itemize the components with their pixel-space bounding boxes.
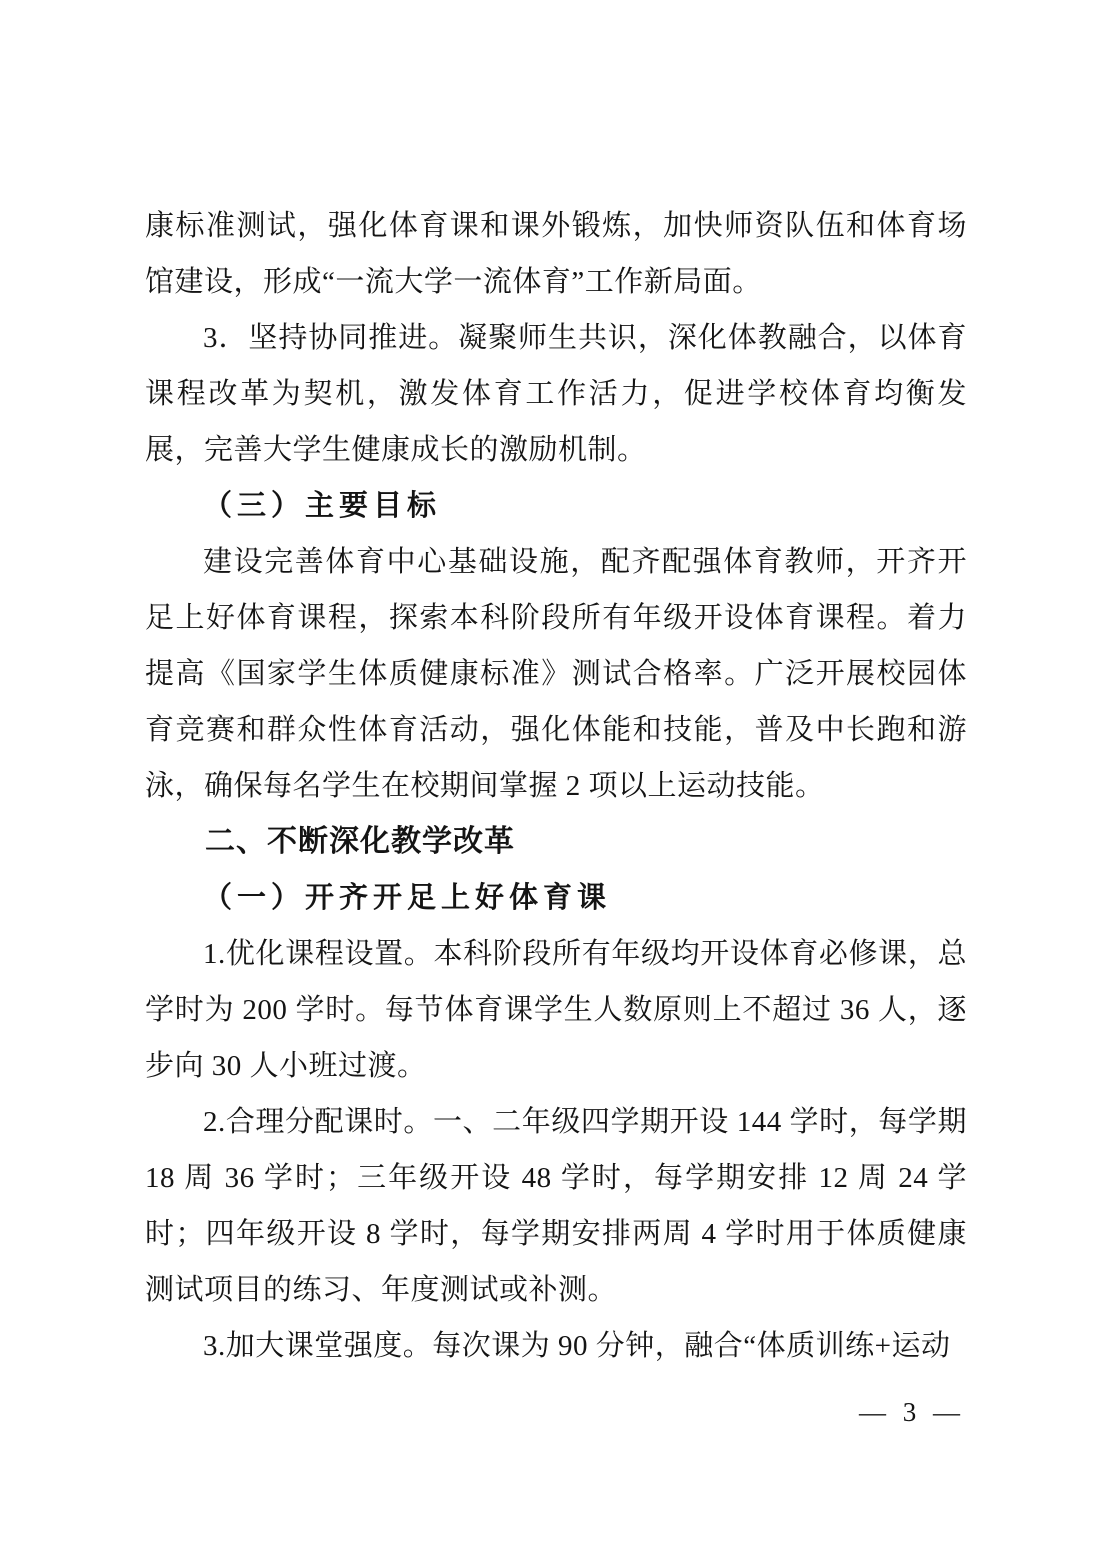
page-number: — 3 — (859, 1397, 965, 1427)
heading-part-2-deepen-teaching-reform: 二、不断深化教学改革 (205, 825, 515, 858)
paragraph-item-2-class-hour-allocation: 2.合理分配课时。一、二年级四学期开设 144 学时，每学期 18 周 36 学时；三年级开设 48 学时，每学期安排 12 周 24 学时；四年级开设 8 学时，每学期安排两周 4 学时用于体质健康测试项目的练习、年度测试或补测。 (145, 1106, 967, 1306)
heading-section-1-offer-full-pe-classes: （一）开齐开足上好体育课 (203, 882, 612, 914)
paragraph-continued-from-previous-page: 康标准测试，强化体育课和课外锻炼，加快师资队伍和体育场馆建设，形成“一流大学一流体育”工作新局面。 (145, 210, 967, 298)
paragraph-main-goals-body: 建设完善体育中心基础设施，配齐配强体育教师，开齐开足上好体育课程，探索本科阶段所有年级开设体育课程。着力提高《国家学生体质健康标准》测试合格率。广泛开展校园体育竞赛和群众性体育活动，强化体能和技能，普及中长跑和游泳，确保每名学生在校期间掌握 2 项以上运动技能。 (145, 546, 967, 802)
paragraph-item-1-curriculum-setup: 1.优化课程设置。本科阶段所有年级均开设体育必修课，总学时为 200 学时。每节体育课学生人数原则上不超过 36 人，逐步向 30 人小班过渡。 (145, 938, 967, 1082)
paragraph-item-3-coordinated-promotion: 3．坚持协同推进。凝聚师生共识，深化体教融合，以体育课程改革为契机，激发体育工作活力，促进学校体育均衡发展，完善大学生健康成长的激励机制。 (145, 322, 967, 466)
heading-section-3-main-goals: （三）主要目标 (203, 490, 442, 522)
document-body (145, 198, 967, 1374)
paragraph-item-3-class-intensity: 3.加大课堂强度。每次课为 90 分钟，融合“体质训练+运动 (203, 1330, 951, 1362)
